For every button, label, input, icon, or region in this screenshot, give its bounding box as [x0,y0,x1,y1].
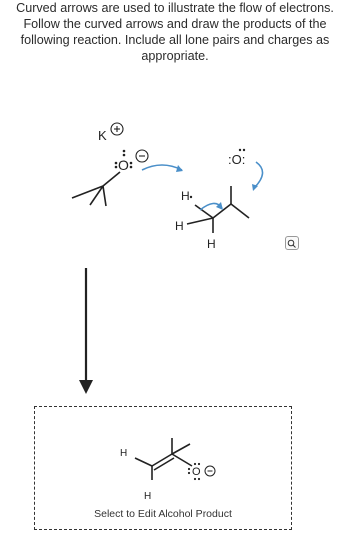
question-line-2: Follow the curved arrows and draw the products of the [23,17,327,31]
magnifier-icon[interactable] [285,236,299,250]
question-line-1: Curved arrows are used to illustrate the flow of electrons. [16,1,334,15]
curved-arrow-3 [254,162,263,188]
leaving-group-oxygen: :O: [228,152,246,167]
substrate-skeleton [187,186,249,233]
product-h-bottom: H [144,491,152,502]
potassium-label: K [98,128,107,143]
question-line-4: appropriate. [141,49,209,63]
product-h-left: H [120,448,128,459]
substrate-h-bottom: H [207,237,216,251]
product-oxygen: O [192,466,201,478]
edit-alcohol-product-label[interactable]: Select to Edit Alcohol Product [94,508,232,520]
alkoxide-oxygen: O [118,157,129,173]
tert-butoxide-skeleton [72,172,120,206]
substrate-h-left: H [175,219,184,233]
curved-arrow-1 [142,165,182,170]
question-line-3: following reaction. Include all lone pairs and charges as [20,33,330,47]
substrate-h-top: H [181,189,190,203]
